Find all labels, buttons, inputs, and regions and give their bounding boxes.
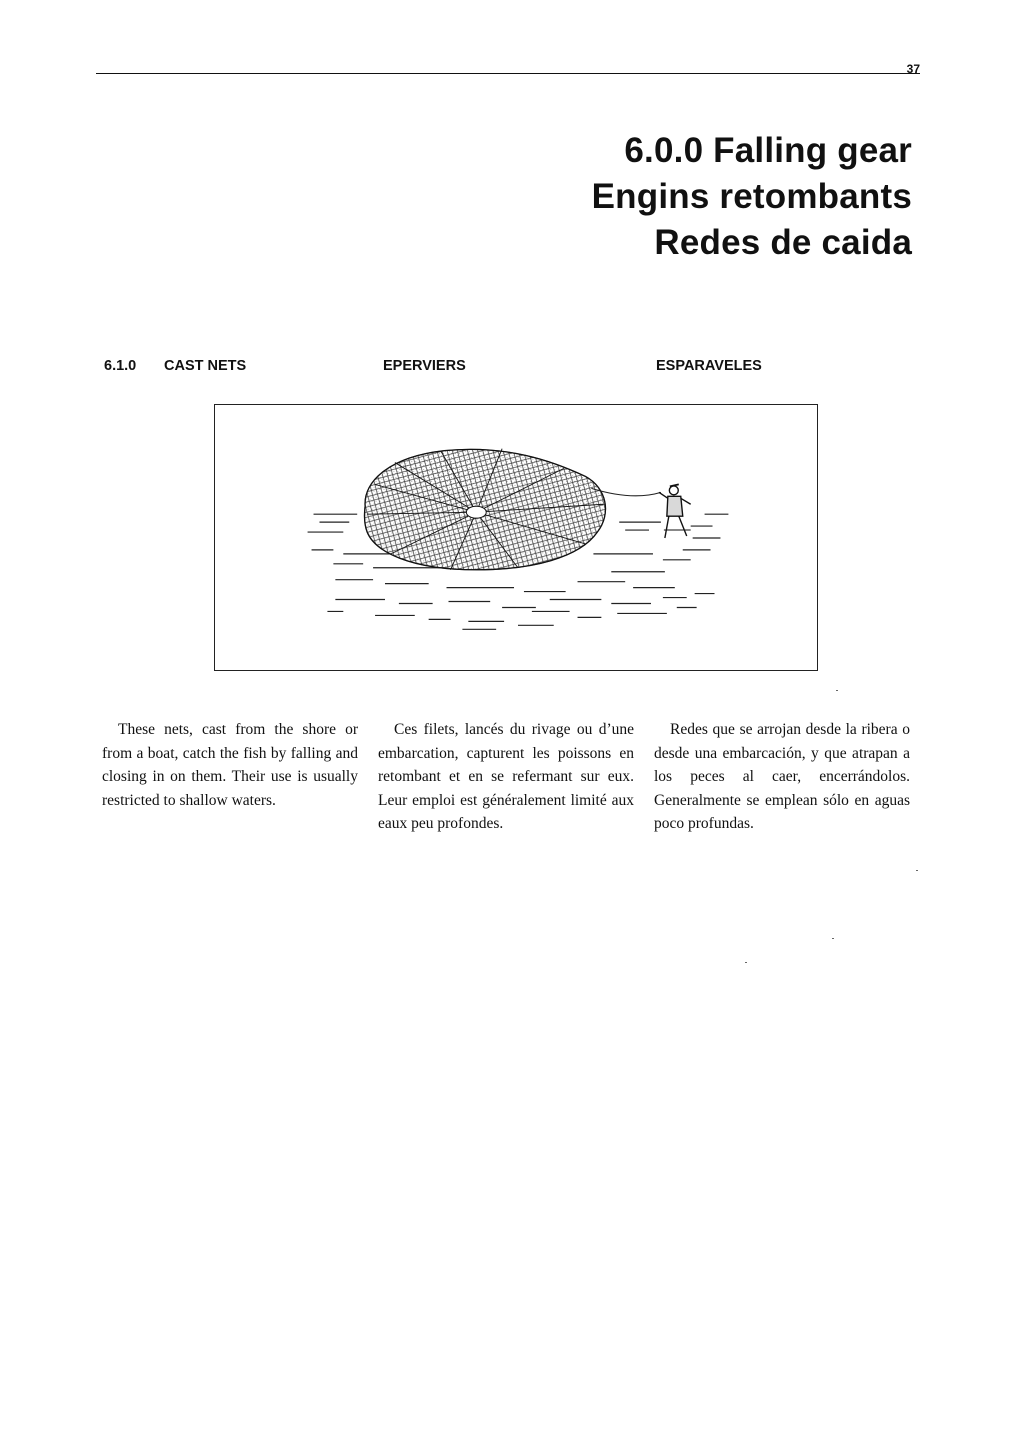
- title-french: Engins retombants: [591, 177, 912, 216]
- title-spanish: Redes de caida: [654, 223, 912, 262]
- section-heading-french: EPERVIERS: [383, 358, 466, 374]
- fisherman-figure: [659, 484, 691, 538]
- body-text-french: Ces filets, lancés du rivage ou d’une embarcation, capturent les poissons en retombant et en se refermant sur eux. Leur emploi est généralement limité aux eaux peu profondes.: [378, 721, 634, 832]
- title-english: 6.0.0 Falling gear: [624, 131, 912, 170]
- header-rule: [96, 73, 920, 74]
- net: [365, 449, 606, 570]
- body-text-english: These nets, cast from the shore or from a boat, catch the fish by falling and closing in on them. Their use is usually restricted to shallow waters.: [102, 721, 358, 809]
- cast-net-figure: [214, 404, 818, 671]
- section-heading-english: CAST NETS: [164, 358, 247, 374]
- scan-speck: [745, 962, 747, 963]
- scan-speck: [916, 870, 918, 871]
- section-number: 6.1.0: [104, 358, 137, 374]
- scan-speck: [836, 690, 838, 691]
- page-number: 37: [906, 62, 920, 76]
- scan-speck: [832, 938, 834, 939]
- cast-net-illustration: [215, 405, 817, 670]
- chapter-title: [592, 128, 912, 266]
- body-text-spanish: Redes que se arrojan desde la ribera o desde una embarcación, y que atrapan a los peces al caer, encerrándolos. Generalmente se emplean sólo en aguas poco profundas.: [654, 721, 910, 832]
- section-heading-spanish: ESPARAVELES: [656, 358, 762, 374]
